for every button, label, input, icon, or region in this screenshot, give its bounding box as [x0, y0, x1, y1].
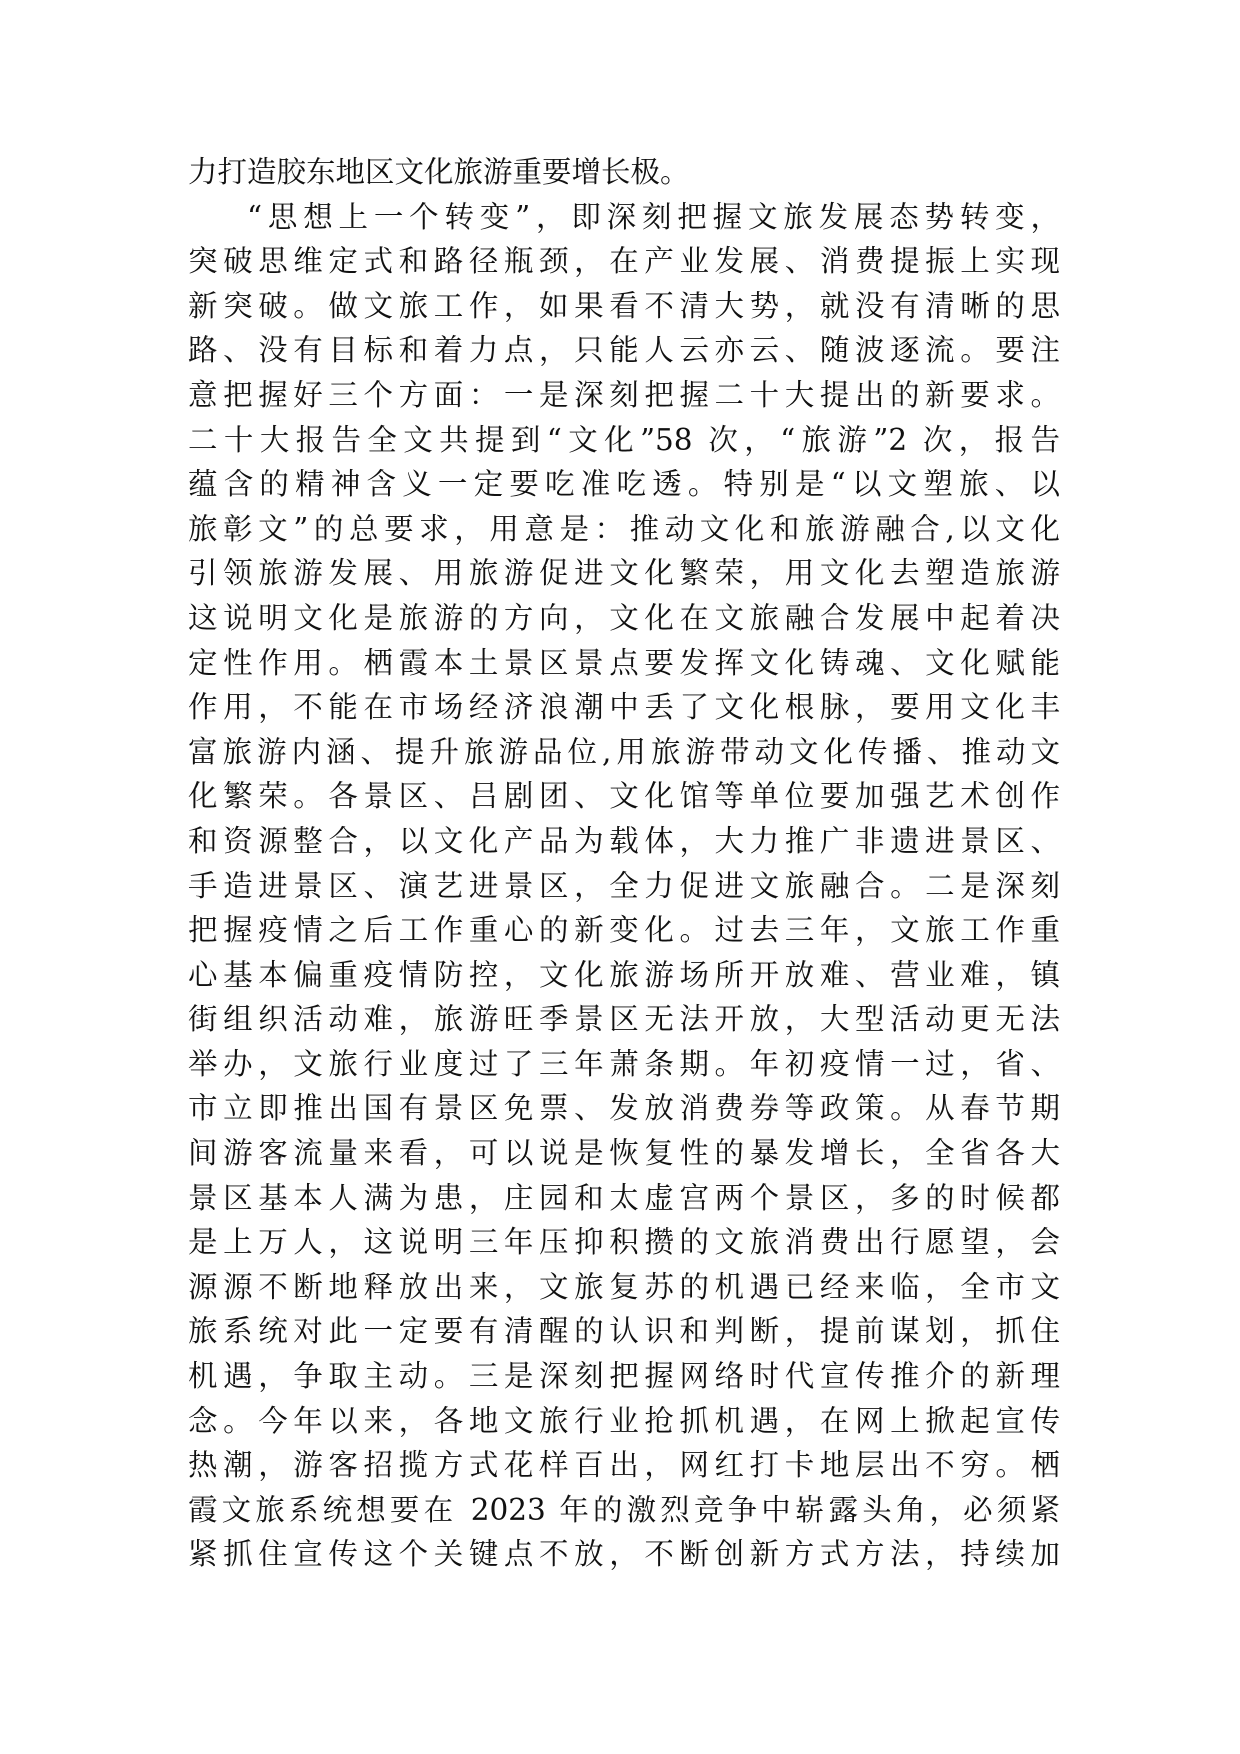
text-line: 新突破。做文旅工作，如果看不清大势，就没有清晰的思 — [188, 288, 1060, 323]
text-line: 化繁荣。各景区、吕剧团、文化馆等单位要加强艺术创作 — [188, 779, 1060, 814]
text-line: 市立即推出国有景区免票、发放消费券等政策。从春节期 — [188, 1091, 1060, 1126]
text-line: 旅彰文”的总要求，用意是：推动文化和旅游融合,以文化 — [188, 511, 1060, 546]
text-line: 把握疫情之后工作重心的新变化。过去三年，文旅工作重 — [188, 913, 1060, 948]
body-text — [188, 150, 1060, 1577]
text-line: 热潮，游客招揽方式花样百出，网红打卡地层出不穷。栖 — [188, 1448, 1060, 1483]
text-line: 富旅游内涵、提升旅游品位,用旅游带动文化传播、推动文 — [188, 734, 1060, 769]
text-line: 举办，文旅行业度过了三年萧条期。年初疫情一过，省、 — [188, 1046, 1060, 1081]
text-line: 机遇，争取主动。三是深刻把握网络时代宣传推介的新理 — [188, 1359, 1060, 1394]
text-line: 源源不断地释放出来，文旅复苏的机遇已经来临，全市文 — [188, 1269, 1060, 1304]
text-line: 力打造胶东地区文化旅游重要增长极。 — [188, 155, 690, 189]
text-line: 二十大报告全文共提到“文化”58 次，“旅游”2 次，报告 — [188, 422, 1060, 457]
text-line: 突破思维定式和路径瓶颈，在产业发展、消费提振上实现 — [188, 244, 1060, 279]
text-line: 念。今年以来，各地文旅行业抢抓机遇，在网上掀起宣传 — [188, 1403, 1060, 1438]
text-line: 定性作用。栖霞本土景区景点要发挥文化铸魂、文化赋能 — [188, 645, 1060, 680]
text-line: 路、没有目标和着力点，只能人云亦云、随波逐流。要注 — [188, 333, 1060, 368]
text-line: 蕴含的精神含义一定要吃准吃透。特别是“以文塑旅、以 — [188, 467, 1060, 502]
text-line: 手造进景区、演艺进景区，全力促进文旅融合。二是深刻 — [188, 868, 1060, 903]
text-line: 街组织活动难，旅游旺季景区无法开放，大型活动更无法 — [188, 1002, 1060, 1037]
text-line: 霞文旅系统想要在 2023 年的激烈竞争中崭露头角，必须紧 — [188, 1492, 1060, 1527]
text-line: 意把握好三个方面：一是深刻把握二十大提出的新要求。 — [188, 377, 1060, 412]
text-line: 作用，不能在市场经济浪潮中丢了文化根脉，要用文化丰 — [188, 690, 1060, 725]
text-line: 是上万人，这说明三年压抑积攒的文旅消费出行愿望，会 — [188, 1225, 1060, 1260]
paragraph-first-line: “思想上一个转变”，即深刻把握文旅发展态势转变， — [247, 199, 1060, 234]
text-line: 景区基本人满为患，庄园和太虚宫两个景区，多的时候都 — [188, 1180, 1060, 1215]
text-line: 引领旅游发展、用旅游促进文化繁荣，用文化去塑造旅游 — [188, 556, 1060, 591]
text-line: 心基本偏重疫情防控，文化旅游场所开放难、营业难，镇 — [188, 957, 1060, 992]
text-line: 和资源整合，以文化产品为载体，大力推广非遗进景区、 — [188, 823, 1060, 858]
text-line: 旅系统对此一定要有清醒的认识和判断，提前谋划，抓住 — [188, 1314, 1060, 1349]
text-line: 间游客流量来看，可以说是恢复性的暴发增长，全省各大 — [188, 1136, 1060, 1171]
text-line: 这说明文化是旅游的方向，文化在文旅融合发展中起着决 — [188, 600, 1060, 635]
text-line: 紧抓住宣传这个关键点不放，不断创新方式方法，持续加 — [188, 1537, 1060, 1572]
